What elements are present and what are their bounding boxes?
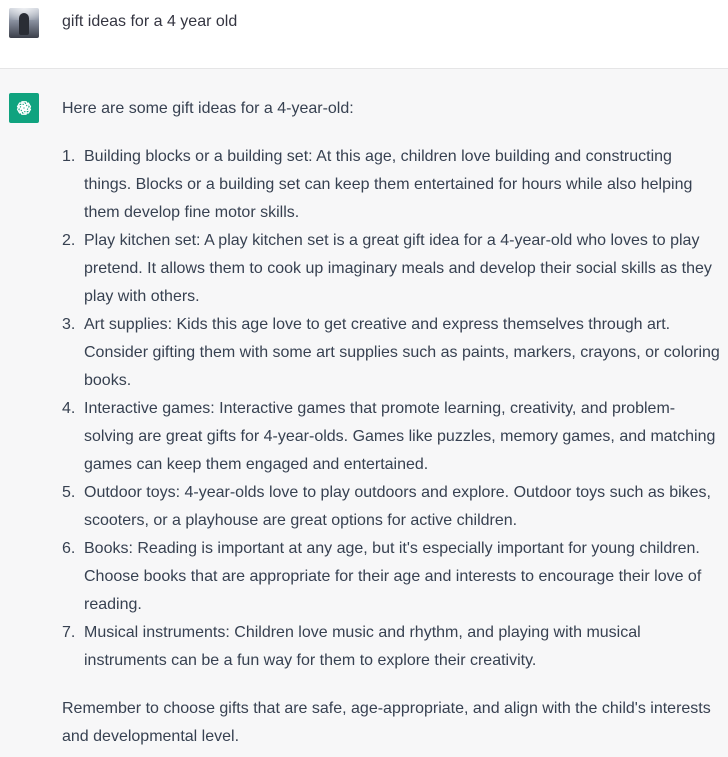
gift-idea-list	[62, 143, 722, 675]
assistant-message-row	[0, 69, 728, 757]
list-item-number: 5.	[62, 484, 76, 501]
list-item-text: Interactive games: Interactive games that promote learning, creativity, and problem-solving are great gifts for 4-year-olds. Games like puzzles, memory games, and matching games can keep them engaged and entertained.	[84, 400, 716, 473]
list-item-text: Books: Reading is important at any age, but it's especially important for young children. Choose books that are appropriate for their age and interests to encourage their love of reading.	[84, 540, 702, 613]
list-item-text: Building blocks or a building set: At this age, children love building and constructing things. Blocks or a building set can keep them entertained for hours while also helping them develop fine motor skills.	[84, 148, 693, 221]
assistant-intro: Here are some gift ideas for a 4-year-old:	[62, 100, 354, 117]
list-item	[62, 479, 722, 535]
list-item-number: 4.	[62, 400, 76, 417]
openai-logo-icon	[9, 93, 39, 123]
list-item-text: Musical instruments: Children love music and rhythm, and playing with musical instruments can be a fun way for them to explore their creativity.	[84, 624, 641, 669]
list-item-text: Play kitchen set: A play kitchen set is a great gift idea for a 4-year-old who loves to play pretend. It allows them to cook up imaginary meals and develop their social skills as they play with others.	[84, 232, 712, 305]
list-item	[62, 395, 722, 479]
list-item-text: Outdoor toys: 4-year-olds love to play outdoors and explore. Outdoor toys such as bikes, scooters, or a playhouse are great options for active children.	[84, 484, 711, 529]
assistant-message-content	[62, 95, 722, 751]
list-item-number: 2.	[62, 232, 76, 249]
list-item-text: Art supplies: Kids this age love to get creative and express themselves through art. Consider gifting them with some art supplies such as paints, markers, crayons, or coloring books.	[84, 316, 720, 389]
list-item-number: 3.	[62, 316, 76, 333]
list-item-number: 7.	[62, 624, 76, 641]
list-item	[62, 311, 722, 395]
list-item	[62, 143, 722, 227]
user-message-row	[0, 0, 728, 69]
list-item	[62, 227, 722, 311]
list-item-number: 6.	[62, 540, 76, 557]
user-message-text: gift ideas for a 4 year old	[62, 13, 238, 30]
user-avatar	[9, 8, 39, 38]
list-item	[62, 535, 722, 619]
assistant-closing: Remember to choose gifts that are safe, age-appropriate, and align with the child's interests and developmental level.	[62, 700, 711, 745]
list-item	[62, 619, 722, 675]
list-item-number: 1.	[62, 148, 76, 165]
